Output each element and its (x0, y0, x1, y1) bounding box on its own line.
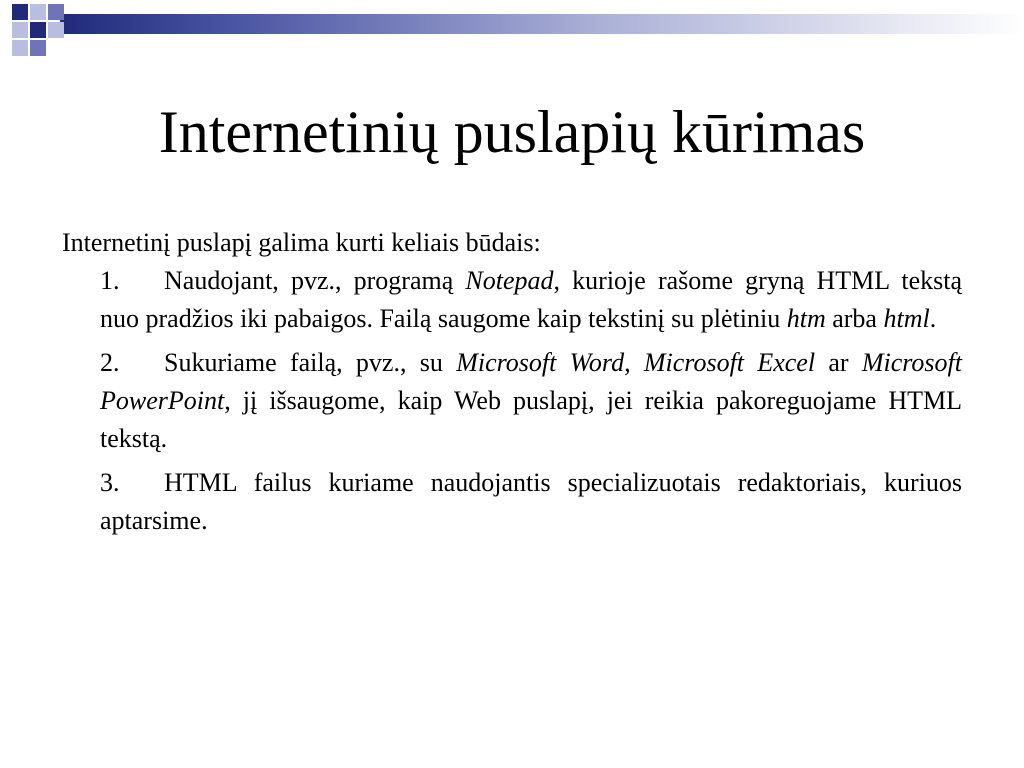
item-number: 3. (100, 468, 120, 497)
slide-body (62, 224, 962, 540)
item-emphasis: Microsoft Word, Microsoft Excel (456, 348, 816, 377)
list-item (100, 262, 962, 338)
item-emphasis: Notepad (465, 266, 554, 295)
item-text: Naudojant, pvz., programą (164, 266, 466, 295)
decor-square (30, 40, 46, 56)
slide-title: Internetinių puslapių kūrimas (158, 99, 866, 165)
methods-list (62, 262, 962, 540)
decor-square (30, 4, 46, 20)
decor-square (12, 4, 28, 20)
item-emphasis: Microsoft PowerPoint (100, 348, 962, 415)
item-emphasis: html (883, 304, 930, 333)
decor-square (48, 4, 64, 20)
decor-square (48, 22, 64, 38)
header-decoration (0, 0, 1024, 62)
list-item (100, 344, 962, 458)
item-text: , kurioje rašome gryną HTML tekstą nuo pradžios iki pabaigos. Failą saugome kaip tekstinį su plėtiniu (100, 266, 963, 333)
item-text: arba (825, 304, 884, 333)
header-gradient-bar (60, 14, 1024, 34)
item-text: . (929, 304, 937, 333)
item-emphasis: htm (786, 304, 826, 333)
decor-square (12, 40, 28, 56)
decor-square (30, 22, 46, 38)
intro-text: Internetinį puslapį galima kurti keliais būdais: (62, 228, 541, 257)
decor-square (12, 22, 28, 38)
item-number: 1. (100, 266, 120, 295)
item-text: , jį išsaugome, kaip Web puslapį, jei reikia pakoreguojame HTML tekstą. (100, 386, 962, 453)
item-text: Sukuriame failą, pvz., su (164, 348, 457, 377)
item-text: HTML failus kuriame naudojantis specializuotais redaktoriais, kuriuos aptarsime. (100, 468, 962, 535)
item-text: ar (815, 348, 862, 377)
list-item (100, 464, 962, 540)
item-number: 2. (100, 348, 120, 377)
